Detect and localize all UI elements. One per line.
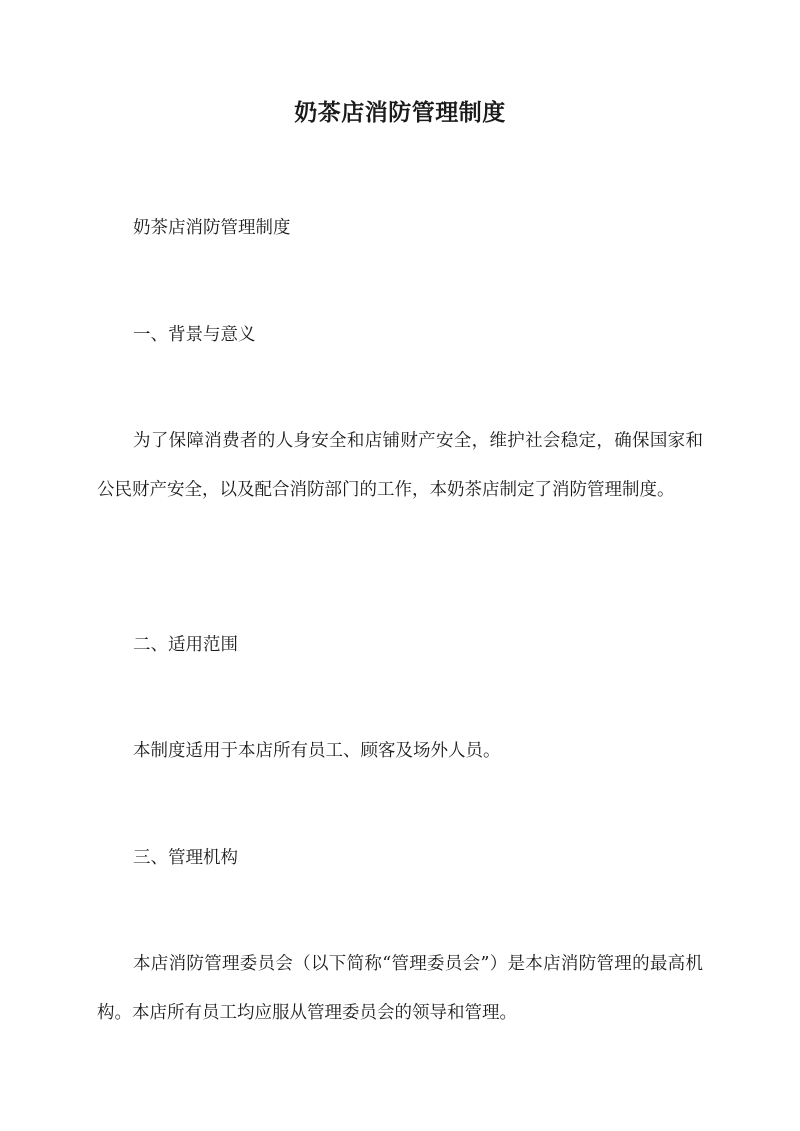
document-subtitle: 奶茶店消防管理制度	[133, 218, 291, 238]
section-body-scope: 本制度适用于本店所有员工、顾客及场外人员。	[133, 741, 501, 761]
section-heading-background: 一、背景与意义	[133, 325, 256, 345]
document-title: 奶茶店消防管理制度	[294, 99, 506, 126]
section-body-management: 本店消防管理委员会（以下简称“管理委员会”）是本店消防管理的最高机构。本店所有员工均应服从管理委员会的领导和管理。	[97, 954, 703, 1023]
section-heading-scope: 二、适用范围	[133, 635, 238, 655]
section-heading-management: 三、管理机构	[133, 848, 238, 868]
section-body-background: 为了保障消费者的人身安全和店铺财产安全，维护社会稳定，确保国家和公民财产安全，以及配合消防部门的工作，本奶茶店制定了消防管理制度。	[97, 431, 703, 500]
